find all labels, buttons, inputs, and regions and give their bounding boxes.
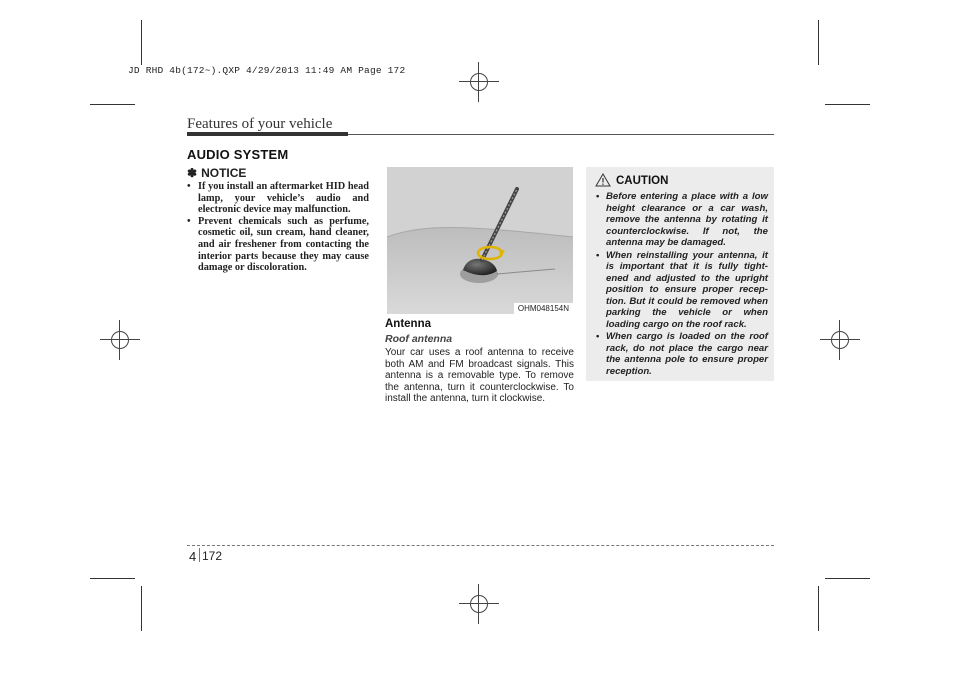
registration-mark-bottom	[459, 584, 499, 624]
registration-mark-top	[459, 62, 499, 102]
figure-code: OHM048154N	[514, 303, 573, 314]
notice-heading	[187, 166, 246, 180]
footer-section-number: 4	[189, 549, 197, 564]
caution-item: • When reinstalling your antenna, it is important that it is fully tight-ened and adjusted to the upright position to ensure proper recep-tion. But it could be removed when parking the vehicle or when loading cargo on the roof rack.	[596, 249, 768, 330]
caution-list	[596, 191, 768, 378]
crop-mark-bottom-right-v	[818, 586, 819, 631]
footer-page-number: 172	[202, 549, 223, 563]
warning-triangle-icon	[595, 173, 611, 192]
notice-item: • If you install an aftermarket HID head lamp, your vehicle’s audio and electronic device may malfunction.	[187, 181, 369, 216]
footer-rule	[187, 545, 774, 546]
caution-item: • Before entering a place with a low height clearance or a car wash, remove the antenna by rotating it counterclockwise. If not, the antenna may be damaged.	[596, 191, 768, 248]
antenna-title: Antenna	[385, 318, 431, 330]
section-title: Features of your vehicle	[187, 116, 333, 132]
section-rule-thin	[348, 134, 774, 135]
notice-heading-label: NOTICE	[201, 166, 247, 180]
crop-mark-top-right-h	[825, 104, 870, 105]
crop-mark-top-left-v	[141, 20, 142, 65]
crop-mark-top-right-v	[818, 20, 819, 65]
crop-mark-bottom-left-v	[141, 586, 142, 631]
registration-mark-right	[820, 320, 860, 360]
roof-antenna-photo	[387, 167, 573, 314]
crop-mark-top-left-h	[90, 104, 135, 105]
notice-list	[187, 181, 369, 274]
footer-divider	[199, 548, 200, 562]
registration-mark-left	[100, 320, 140, 360]
crop-mark-bottom-left-h	[90, 578, 135, 579]
roof-antenna-illustration	[387, 167, 573, 314]
section-rule-thick	[187, 132, 348, 136]
crop-mark-bottom-right-h	[825, 578, 870, 579]
notice-item: • Prevent chemicals such as perfume, cosmetic oil, sun cream, hand cleaner, and air freshener from contacting the interior parts because they may cause damage or discoloration.	[187, 215, 369, 274]
roof-antenna-subtitle: Roof antenna	[385, 333, 453, 345]
print-file-info: JD RHD 4b(172~).QXP 4/29/2013 11:49 AM Page 172	[128, 65, 406, 76]
notice-mark: ✽	[187, 166, 198, 180]
caution-item: • When cargo is loaded on the roof rack, do not place the cargo near the antenna pole to ensure proper reception.	[596, 331, 768, 377]
caution-box	[586, 167, 774, 381]
caution-heading: CAUTION	[616, 175, 669, 187]
audio-system-heading: AUDIO SYSTEM	[187, 147, 289, 162]
antenna-body-text: Your car uses a roof antenna to receive both AM and FM broadcast signals. This antenna is a removable type. To remove the antenna, turn it counterclockwise. To install the antenna, turn it clockwise.	[385, 347, 574, 405]
